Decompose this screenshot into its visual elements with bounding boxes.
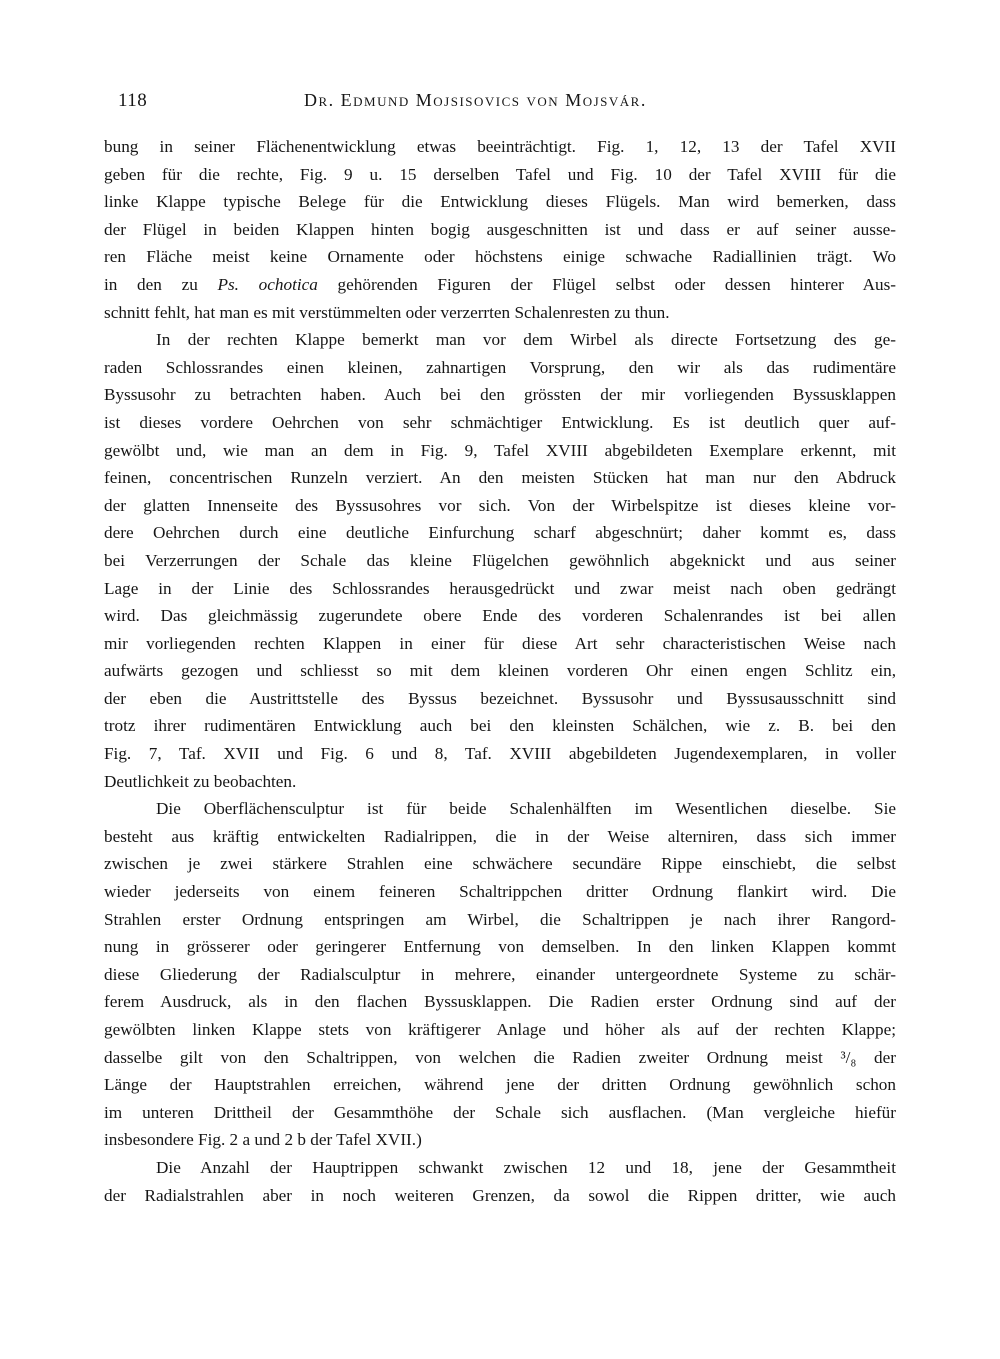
text-line: Länge der Hauptstrahlen erreichen, während jene der dritten Ordnung gewöhnlich schon [104,1075,896,1095]
paragraph [104,326,896,795]
text-line: der Radialstrahlen aber in noch weiteren Grenzen, da sowol die Rippen dritter, wie auch [104,1185,896,1205]
body-text [104,133,896,1209]
text-line: ren Fläche meist keine Ornamente oder höchstens einige schwache Radiallinien trägt. Wo [104,247,896,267]
page-number: 118 [118,90,148,111]
paragraph [104,133,896,326]
text-line: der glatten Innenseite des Byssusohres vor sich. Von der Wirbelspitze ist dieses kleine vor- [104,495,896,515]
text-line: mir vorliegenden rechten Klappen in einer für diese Art sehr characteristischen Weise nach [104,633,896,653]
text-line: der Flügel in beiden Klappen hinten bogig ausgeschnitten ist und dass er auf seiner ausse- [104,219,896,239]
text-line: Die Anzahl der Hauptrippen schwankt zwischen 12 und 18, jene der Gesammtheit [156,1157,896,1177]
text-line: schnitt fehlt, hat man es mit verstümmelten oder verzerrten Schalenresten zu thun. [104,302,670,322]
text-line: insbesondere Fig. 2 a und 2 b der Tafel XVII.) [104,1130,422,1150]
text-line: Die Oberflächensculptur ist für beide Schalenhälften im Wesentlichen dieselbe. Sie [156,799,896,819]
text-line: wieder jederseits von einem feineren Schaltrippchen dritter Ordnung flankirt wird. Die [104,882,896,902]
text-line: der eben die Austrittstelle des Byssus bezeichnet. Byssusohr und Byssusausschnitt sind [104,688,896,708]
text-line: geben für die rechte, Fig. 9 u. 15 derselben Tafel und Fig. 10 der Tafel XVIII für die [104,164,896,184]
text-line: Deutlichkeit zu beobachten. [104,771,297,791]
paragraph [104,795,896,1154]
text-line: trotz ihrer rudimentären Entwicklung auch bei den kleinsten Schälchen, wie z. B. bei den [104,716,896,736]
species-name: Ps. ochotica [217,274,318,294]
text-line: gewölbt und, wie man an dem in Fig. 9, Tafel XVIII abgebildeten Exemplare erkennt, mit [104,440,896,460]
text-line: In der rechten Klappe bemerkt man vor dem Wirbel als directe Fortsetzung des ge- [156,330,896,350]
text-line: Fig. 7, Taf. XVII und Fig. 6 und 8, Taf. XVIII abgebildeten Jugendexemplaren, in voller [104,744,896,764]
text-line: raden Schlossrandes einen kleinen, zahnartigen Vorsprung, den wir als das rudimentäre [104,357,896,377]
text-line: ferem Ausdruck, als in den flachen Byssusklappen. Die Radien erster Ordnung sind auf der [104,992,896,1012]
text-line: in den zu Ps. ochotica gehörenden Figuren der Flügel selbst oder dessen hinterer Aus- [104,274,896,294]
text-line: linke Klappe typische Belege für die Entwicklung dieses Flügels. Man wird bemerken, dass [104,192,896,212]
text-line: im unteren Drittheil der Gesammthöhe der Schale sich ausflachen. (Man vergleiche hiefür [104,1102,896,1122]
text-line: Strahlen erster Ordnung entspringen am Wirbel, die Schaltrippen je nach ihrer Rangord- [104,909,896,929]
text-line: feinen, concentrischen Runzeln verziert. An den meisten Stücken hat man nur den Abdruck [104,468,896,488]
text-line: wird. Das gleichmässig zugerundete obere Ende des vorderen Schalenrandes ist bei allen [104,606,896,626]
text-line: aufwärts gezogen und schliesst so mit dem kleinen vorderen Ohr einen engen Schlitz ein, [104,661,896,681]
text-line: Lage in der Linie des Schlossrandes herausgedrückt und zwar meist nach oben gedrängt [104,578,896,598]
text-line: Byssusohr zu betrachten haben. Auch bei den grössten der mir vorliegenden Byssusklappen [104,385,896,405]
text-line: zwischen je zwei stärkere Strahlen eine schwächere secundäre Rippe einschiebt, die selbst [104,854,896,874]
text-line: bung in seiner Flächenentwicklung etwas beeinträchtigt. Fig. 1, 12, 13 der Tafel XVII [104,137,896,156]
text-line: besteht aus kräftig entwickelten Radialrippen, die in der Weise alterniren, dass sich immer [104,826,896,846]
text-line: ist dieses vordere Oehrchen von sehr schmächtiger Entwicklung. Es ist deutlich quer auf- [104,412,896,432]
paragraph [104,1154,896,1209]
text-line: dere Oehrchen durch eine deutliche Einfurchung scharf abgeschnürt; daher kommt es, dass [104,523,896,543]
text-line: diese Gliederung der Radialsculptur in mehrere, einander untergeordnete Systeme zu schär- [104,964,896,984]
text-line: gewölbten linken Klappe stets von kräftigerer Anlage und höher als auf der rechten Klappe; [104,1020,896,1039]
text-line: bei Verzerrungen der Schale das kleine Flügelchen gewöhnlich abgeknickt und aus seiner [104,550,896,570]
running-head [104,86,896,116]
running-title: Dr. Edmund Mojsisovics von Mojsvár. [304,90,647,110]
text-line: nung in grösserer oder geringerer Entfernung von demselben. In den linken Klappen kommt [104,937,896,957]
text-line: dasselbe gilt von den Schaltrippen, von welchen die Radien zweiter Ordnung meist ³/₈ der [104,1047,896,1067]
